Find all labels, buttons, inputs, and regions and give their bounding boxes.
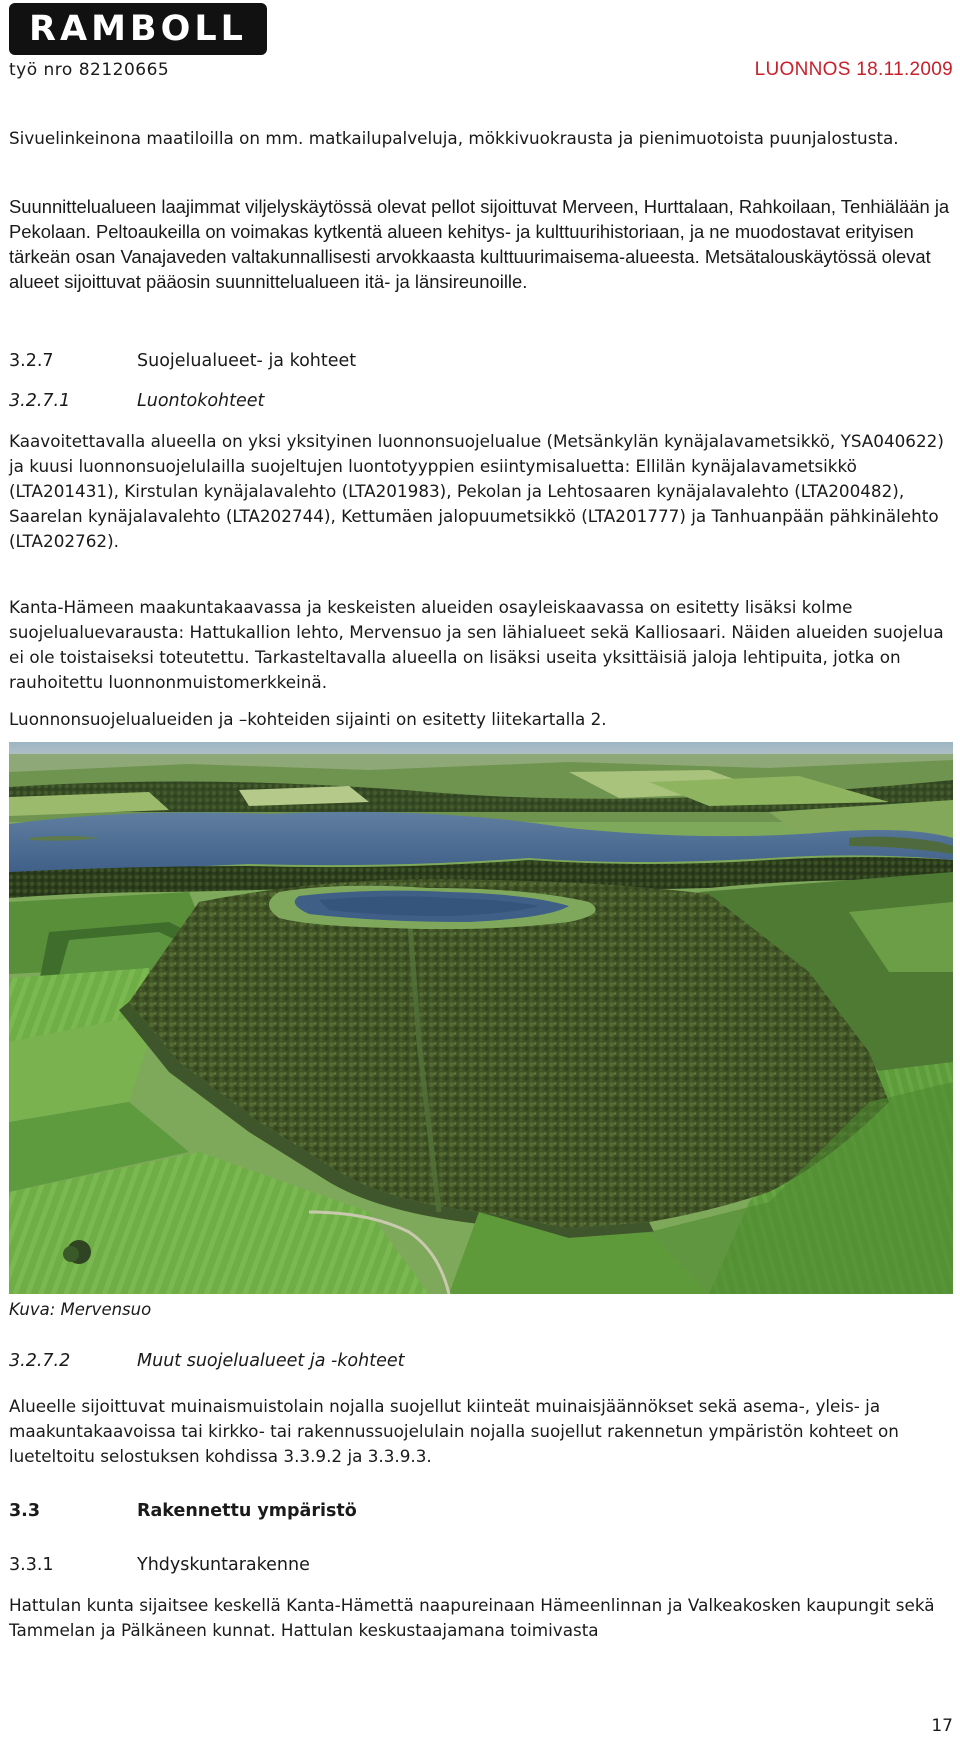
heading-title: Suojelualueet- ja kohteet	[137, 351, 357, 371]
heading-title: Yhdyskuntarakenne	[137, 1555, 310, 1575]
heading-title: Muut suojelualueet ja -kohteet	[137, 1351, 405, 1371]
logo-text: RAMBOLL	[29, 8, 247, 49]
paragraph-text: Hattulan kunta sijaitsee keskellä Kanta-Hämettä naapureinaan Hämeenlinnan ja Valkeakosken kaupungit sekä Tammelan ja Pälkäneen kunnat. Hattulan keskustaajamana toimivasta	[9, 1595, 935, 1640]
heading-protected-areas	[9, 349, 953, 374]
heading-number: 3.3.1	[9, 1555, 54, 1575]
job-number: työ nro 82120665	[9, 60, 170, 80]
paragraph-hattula	[9, 1593, 953, 1643]
paragraph-text-reservations: Kanta-Hämeen maakuntakaavassa ja keskeisten alueiden osayleiskaavassa on esitetty lisäksi kolme suojelualuevarausta: Hattukallion lehto, Mervensuo ja sen lähialueet sekä Kalliosaari.	[9, 597, 853, 642]
paragraph-text-forestry: Metsätalouskäytössä olevat alueet sijoittuvat pääosin suunnittelualueen itä- ja länsireunoille.	[9, 246, 931, 292]
paragraph-text: Luonnonsuojelualueiden ja –kohteiden sijainti on esitetty liitekartalla 2.	[9, 709, 607, 729]
heading-other-protected	[9, 1349, 953, 1374]
document-page	[9, 0, 953, 1743]
page-number: 17	[931, 1716, 953, 1736]
figure-caption: Kuva: Mervensuo	[9, 1300, 152, 1319]
heading-number: 3.2.7.1	[9, 391, 71, 411]
heading-number: 3.2.7.2	[9, 1351, 71, 1371]
paragraph-heritage	[9, 1394, 953, 1469]
aerial-photo-mervensuo	[9, 742, 953, 1294]
paragraph-text: Alueelle sijoittuvat muinaismuistolain nojalla suojellut kiinteät muinaisjäännökset sekä asema-, yleis- ja maakuntakaavoissa tai kirkko- tai rakennussuojelulain nojalla suojellut rakennetun ympäristön kohteet on lueteltoitu selostuksen kohdissa 3.3.9.2 ja 3.3.9.3.	[9, 1396, 899, 1466]
paragraph-side-livelihoods	[9, 126, 953, 151]
paragraph-text: Kaavoitettavalla alueella on yksi yksityinen luonnonsuojelualue (Metsänkylän kynäjalavametsikkö, YSA040622) ja kuusi luonnonsuojelulailla suojeltujen luontotyyppien esiintymisaluetta: Ellilän kynäjalavametsikkö (LTA201431), Kirstulan kynäjalavalehto (LTA201983), Pekolan ja Lehtosaaren kynäjalavalehto (LTA200482), Saarelan kynäjalavalehto (LTA202744), Kettumäen jalopuumetsikkö (LTA201777) ja Tanhuanpään pähkinälehto (LTA202762).	[9, 431, 944, 551]
paragraph-regional-plan	[9, 595, 953, 695]
ramboll-logo	[9, 3, 267, 55]
paragraph-text-trees: Tarkasteltavalla alueella on lisäksi useita yksittäisiä jaloja lehtipuita, jotka on rauhoitettu luonnonmuistomerkkeinä.	[9, 647, 901, 692]
paragraph-fields	[9, 194, 953, 294]
heading-community-structure	[9, 1553, 953, 1578]
heading-nature-sites	[9, 389, 953, 414]
paragraph-text-fields: Suunnittelualueen laajimmat viljelyskäytössä olevat pellot sijoittuvat Merveen, Hurttalaan, Rahkoilaan, Tenhiälään ja Pekolaan.	[9, 196, 950, 242]
heading-built-environment	[9, 1499, 953, 1524]
paragraph-nature-reserves	[9, 429, 953, 554]
paragraph-text-not-implemented: Näiden alueiden suojelua ei ole toistaiseksi toteutettu.	[9, 622, 944, 667]
paragraph-text: Sivuelinkeinona maatiloilla on mm. matkailupalveluja, mökkivuokrausta ja pienimuotoista puunjalostusta.	[9, 128, 899, 148]
paragraph-text-cultural: Peltoaukeilla on voimakas kytkentä alueen kehitys- ja kulttuurihistoriaan, ja ne muodostavat erityisen tärkeän osan Vanajaveden valtakunnallisesti arvokkaasta kulttuurimaisema-alueesta.	[9, 221, 914, 267]
heading-number: 3.3	[9, 1501, 41, 1521]
heading-title: Rakennettu ympäristö	[137, 1501, 357, 1521]
paragraph-map-reference	[9, 707, 953, 732]
heading-title: Luontokohteet	[137, 391, 265, 411]
heading-number: 3.2.7	[9, 351, 54, 371]
draft-label: LUONNOS 18.11.2009	[754, 59, 953, 80]
